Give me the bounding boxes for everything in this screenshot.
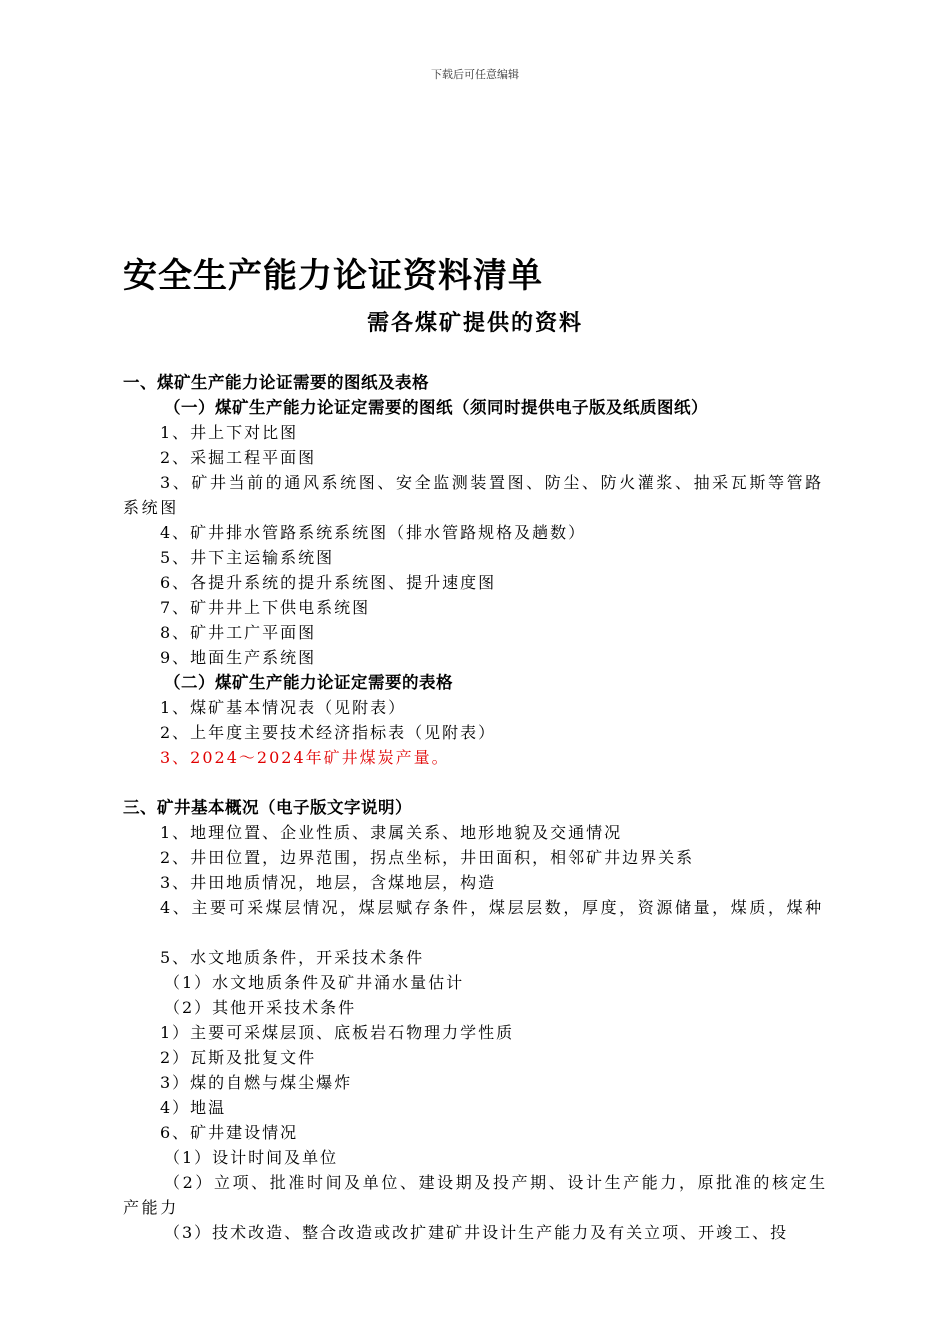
subsection-heading: （一）煤矿生产能力论证定需要的图纸（须同时提供电子版及纸质图纸） [164, 398, 708, 417]
header-note: 下载后可任意编辑 [431, 68, 519, 81]
list-item: 3）煤的自燃与煤尘爆炸 [160, 1073, 353, 1092]
list-item: 2、采掘工程平面图 [160, 448, 317, 467]
list-item: 2、井田位置，边界范围，拐点坐标，井田面积，相邻矿井边界关系 [160, 848, 695, 867]
list-item: 1、地理位置、企业性质、隶属关系、地形地貌及交通情况 [160, 823, 623, 842]
list-item: （2）立项、批准时间及单位、建设期及投产期、设计生产能力，原批准的核定生产能力 [123, 1173, 828, 1217]
list-item: 8、矿井工广平面图 [160, 623, 317, 642]
list-item: 4、矿井排水管路系统系统图（排水管路规格及趟数） [160, 523, 587, 542]
list-item: 5、井下主运输系统图 [160, 548, 335, 567]
list-item: 4、主要可采煤层情况，煤层赋存条件，煤层层数，厚度，资源储量，煤质，煤种 [160, 898, 824, 917]
list-item: 5、水文地质条件，开采技术条件 [160, 948, 425, 967]
subsection-heading: （二）煤矿生产能力论证定需要的表格 [164, 673, 453, 692]
list-item: （3）技术改造、整合改造或改扩建矿井设计生产能力及有关立项、开竣工、投 [164, 1223, 789, 1242]
list-item: 3、井田地质情况，地层，含煤地层，构造 [160, 873, 497, 892]
list-item: （2）其他开采技术条件 [164, 998, 357, 1017]
list-item: 7、矿井井上下供电系统图 [160, 598, 371, 617]
section-heading: 一、煤矿生产能力论证需要的图纸及表格 [123, 373, 429, 392]
list-item: 1）主要可采煤层顶、底板岩石物理力学性质 [160, 1023, 515, 1042]
list-item-highlighted: 3、2024～2024年矿井煤炭产量。 [160, 748, 450, 767]
section-gap [123, 770, 835, 795]
list-item: 2、上年度主要技术经济指标表（见附表） [160, 723, 497, 742]
document-body [123, 370, 835, 1245]
list-item: 3、矿井当前的通风系统图、安全监测装置图、防尘、防火灌浆、抽采瓦斯等管路系统图 [123, 473, 824, 517]
list-item: 9、地面生产系统图 [160, 648, 317, 667]
document-title: 安全生产能力论证资料清单 [123, 256, 543, 296]
list-item: 1、煤矿基本情况表（见附表） [160, 698, 407, 717]
list-item: （1）设计时间及单位 [164, 1148, 339, 1167]
list-item: 1、井上下对比图 [160, 423, 299, 442]
list-item: （1）水文地质条件及矿井涌水量估计 [164, 973, 465, 992]
list-item: 2）瓦斯及批复文件 [160, 1048, 317, 1067]
list-item: 6、矿井建设情况 [160, 1123, 299, 1142]
document-subtitle: 需各煤矿提供的资料 [366, 310, 583, 336]
list-item: 4）地温 [160, 1098, 227, 1117]
list-item: 6、各提升系统的提升系统图、提升速度图 [160, 573, 497, 592]
section-heading: 三、矿井基本概况（电子版文字说明） [123, 798, 412, 817]
